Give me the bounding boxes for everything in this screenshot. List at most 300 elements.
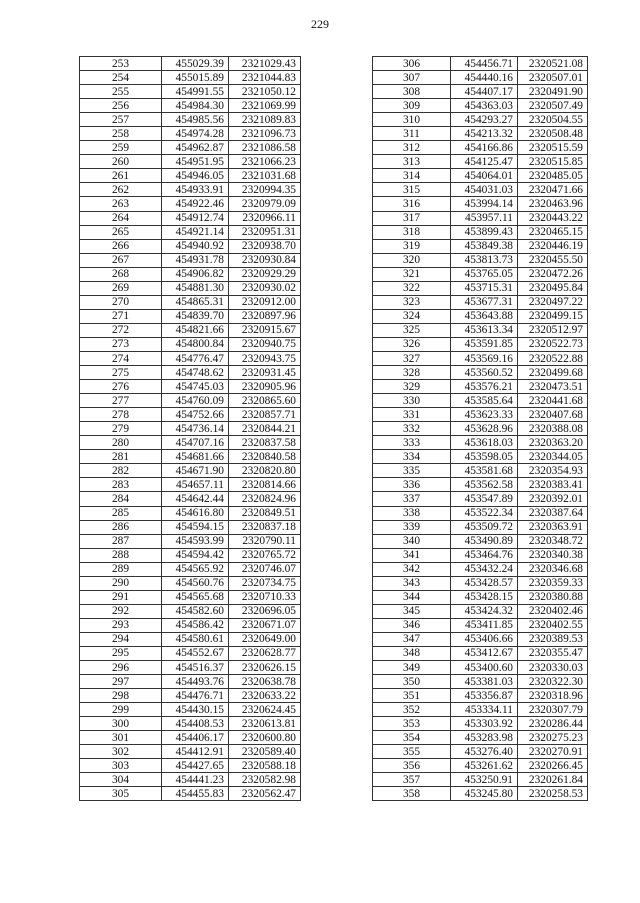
point-number-cell: 285 (80, 506, 162, 520)
y-coordinate-cell: 2320849.51 (229, 506, 301, 520)
table-row (373, 661, 588, 675)
table-row (373, 380, 588, 394)
table-row (80, 295, 301, 309)
y-coordinate-cell: 2320472.26 (518, 267, 588, 281)
x-coordinate-cell: 454940.92 (162, 239, 229, 253)
table-row (373, 99, 588, 113)
table-row (373, 197, 588, 211)
y-coordinate-cell: 2320844.21 (229, 422, 301, 436)
table-row (80, 71, 301, 85)
table-row (80, 506, 301, 520)
x-coordinate-cell: 453334.11 (451, 703, 518, 717)
x-coordinate-cell: 454455.83 (162, 787, 229, 801)
x-coordinate-cell: 453261.62 (451, 759, 518, 773)
x-coordinate-cell: 453562.58 (451, 478, 518, 492)
table-row (80, 239, 301, 253)
table-row (373, 773, 588, 787)
x-coordinate-cell: 454707.16 (162, 436, 229, 450)
table-row (373, 309, 588, 323)
point-number-cell: 259 (80, 141, 162, 155)
x-coordinate-cell: 453522.34 (451, 506, 518, 520)
table-row (80, 99, 301, 113)
x-coordinate-cell: 454064.01 (451, 169, 518, 183)
x-coordinate-cell: 454933.91 (162, 183, 229, 197)
x-coordinate-cell: 453547.89 (451, 492, 518, 506)
table-row (373, 211, 588, 225)
point-number-cell: 293 (80, 618, 162, 632)
table-row (80, 141, 301, 155)
table-row (373, 155, 588, 169)
point-number-cell: 314 (373, 169, 451, 183)
x-coordinate-cell: 454213.32 (451, 127, 518, 141)
point-number-cell: 326 (373, 337, 451, 351)
y-coordinate-cell: 2320355.47 (518, 646, 588, 660)
point-number-cell: 329 (373, 380, 451, 394)
y-coordinate-cell: 2321089.83 (229, 113, 301, 127)
point-number-cell: 263 (80, 197, 162, 211)
y-coordinate-cell: 2320912.00 (229, 295, 301, 309)
y-coordinate-cell: 2320994.35 (229, 183, 301, 197)
table-row (373, 745, 588, 759)
point-number-cell: 357 (373, 773, 451, 787)
table-row (373, 703, 588, 717)
y-coordinate-cell: 2320857.71 (229, 408, 301, 422)
table-row (80, 590, 301, 604)
x-coordinate-cell: 454985.56 (162, 113, 229, 127)
x-coordinate-cell: 453585.64 (451, 394, 518, 408)
x-coordinate-cell: 454912.74 (162, 211, 229, 225)
point-number-cell: 303 (80, 759, 162, 773)
point-number-cell: 264 (80, 211, 162, 225)
point-number-cell: 304 (80, 773, 162, 787)
y-coordinate-cell: 2320266.45 (518, 759, 588, 773)
y-coordinate-cell: 2320354.93 (518, 464, 588, 478)
point-number-cell: 270 (80, 295, 162, 309)
y-coordinate-cell: 2320380.88 (518, 590, 588, 604)
y-coordinate-cell: 2320275.23 (518, 731, 588, 745)
table-row (373, 759, 588, 773)
point-number-cell: 302 (80, 745, 162, 759)
point-number-cell: 298 (80, 689, 162, 703)
table-row (80, 155, 301, 169)
x-coordinate-cell: 453356.87 (451, 689, 518, 703)
point-number-cell: 336 (373, 478, 451, 492)
table-row (80, 464, 301, 478)
y-coordinate-cell: 2320820.80 (229, 464, 301, 478)
x-coordinate-cell: 453569.16 (451, 351, 518, 365)
table-row (80, 787, 301, 801)
point-number-cell: 327 (373, 351, 451, 365)
x-coordinate-cell: 454962.87 (162, 141, 229, 155)
x-coordinate-cell: 454456.71 (451, 57, 518, 71)
point-number-cell: 328 (373, 366, 451, 380)
table-row (373, 366, 588, 380)
table-row (80, 267, 301, 281)
table-row (373, 646, 588, 660)
point-number-cell: 271 (80, 309, 162, 323)
y-coordinate-cell: 2321029.43 (229, 57, 301, 71)
table-row (373, 717, 588, 731)
point-number-cell: 268 (80, 267, 162, 281)
y-coordinate-cell: 2320613.81 (229, 717, 301, 731)
x-coordinate-cell: 454552.67 (162, 646, 229, 660)
point-number-cell: 343 (373, 576, 451, 590)
x-coordinate-cell: 454476.71 (162, 689, 229, 703)
table-row (80, 309, 301, 323)
point-number-cell: 291 (80, 590, 162, 604)
y-coordinate-cell: 2320286.44 (518, 717, 588, 731)
point-number-cell: 338 (373, 506, 451, 520)
point-number-cell: 346 (373, 618, 451, 632)
x-coordinate-cell: 453899.43 (451, 225, 518, 239)
point-number-cell: 355 (373, 745, 451, 759)
x-coordinate-cell: 455029.39 (162, 57, 229, 71)
y-coordinate-cell: 2320348.72 (518, 534, 588, 548)
point-number-cell: 254 (80, 71, 162, 85)
y-coordinate-cell: 2320915.67 (229, 323, 301, 337)
y-coordinate-cell: 2320600.80 (229, 731, 301, 745)
x-coordinate-cell: 453765.05 (451, 267, 518, 281)
x-coordinate-cell: 454671.90 (162, 464, 229, 478)
y-coordinate-cell: 2320465.15 (518, 225, 588, 239)
point-number-cell: 339 (373, 520, 451, 534)
table-row (80, 337, 301, 351)
table-row (373, 478, 588, 492)
point-number-cell: 294 (80, 632, 162, 646)
x-coordinate-cell: 453432.24 (451, 562, 518, 576)
x-coordinate-cell: 454440.16 (451, 71, 518, 85)
table-row (373, 675, 588, 689)
point-number-cell: 331 (373, 408, 451, 422)
x-coordinate-cell: 453813.73 (451, 253, 518, 267)
x-coordinate-cell: 453381.03 (451, 675, 518, 689)
table-row (373, 520, 588, 534)
y-coordinate-cell: 2320628.77 (229, 646, 301, 660)
x-coordinate-cell: 454363.03 (451, 99, 518, 113)
y-coordinate-cell: 2320495.84 (518, 281, 588, 295)
point-number-cell: 273 (80, 337, 162, 351)
point-number-cell: 296 (80, 661, 162, 675)
table-row (80, 520, 301, 534)
point-number-cell: 282 (80, 464, 162, 478)
y-coordinate-cell: 2320649.00 (229, 632, 301, 646)
x-coordinate-cell: 453464.76 (451, 548, 518, 562)
table-row (373, 506, 588, 520)
table-row (373, 436, 588, 450)
point-number-cell: 262 (80, 183, 162, 197)
table-row (80, 492, 301, 506)
y-coordinate-cell: 2320930.02 (229, 281, 301, 295)
table-row (373, 408, 588, 422)
y-coordinate-cell: 2321050.12 (229, 85, 301, 99)
point-number-cell: 297 (80, 675, 162, 689)
y-coordinate-cell: 2320931.45 (229, 366, 301, 380)
x-coordinate-cell: 453250.91 (451, 773, 518, 787)
y-coordinate-cell: 2320441.68 (518, 394, 588, 408)
x-coordinate-cell: 453591.85 (451, 337, 518, 351)
y-coordinate-cell: 2320765.72 (229, 548, 301, 562)
y-coordinate-cell: 2320363.91 (518, 520, 588, 534)
y-coordinate-cell: 2320929.29 (229, 267, 301, 281)
point-number-cell: 334 (373, 450, 451, 464)
y-coordinate-cell: 2320463.96 (518, 197, 588, 211)
table-row (373, 323, 588, 337)
x-coordinate-cell: 453576.21 (451, 380, 518, 394)
y-coordinate-cell: 2320497.22 (518, 295, 588, 309)
table-row (373, 689, 588, 703)
table-row (80, 576, 301, 590)
y-coordinate-cell: 2320392.01 (518, 492, 588, 506)
table-row (80, 183, 301, 197)
y-coordinate-cell: 2320389.53 (518, 632, 588, 646)
table-row (373, 169, 588, 183)
coordinates-table-right (372, 56, 588, 801)
x-coordinate-cell: 454881.30 (162, 281, 229, 295)
x-coordinate-cell: 453715.31 (451, 281, 518, 295)
y-coordinate-cell: 2320407.68 (518, 408, 588, 422)
table-row (373, 337, 588, 351)
x-coordinate-cell: 453598.05 (451, 450, 518, 464)
y-coordinate-cell: 2320443.22 (518, 211, 588, 225)
table-row (80, 85, 301, 99)
y-coordinate-cell: 2320258.53 (518, 787, 588, 801)
y-coordinate-cell: 2320626.15 (229, 661, 301, 675)
point-number-cell: 349 (373, 661, 451, 675)
y-coordinate-cell: 2320402.46 (518, 604, 588, 618)
y-coordinate-cell: 2320943.75 (229, 351, 301, 365)
y-coordinate-cell: 2320512.97 (518, 323, 588, 337)
point-number-cell: 286 (80, 520, 162, 534)
point-number-cell: 274 (80, 351, 162, 365)
table-row (80, 436, 301, 450)
x-coordinate-cell: 454582.60 (162, 604, 229, 618)
point-number-cell: 261 (80, 169, 162, 183)
x-coordinate-cell: 454594.42 (162, 548, 229, 562)
table-row (80, 618, 301, 632)
x-coordinate-cell: 453994.14 (451, 197, 518, 211)
y-coordinate-cell: 2320638.78 (229, 675, 301, 689)
x-coordinate-cell: 453581.68 (451, 464, 518, 478)
y-coordinate-cell: 2321096.73 (229, 127, 301, 141)
point-number-cell: 313 (373, 155, 451, 169)
table-row (80, 351, 301, 365)
point-number-cell: 354 (373, 731, 451, 745)
y-coordinate-cell: 2320446.19 (518, 239, 588, 253)
y-coordinate-cell: 2320330.03 (518, 661, 588, 675)
table-row (80, 478, 301, 492)
y-coordinate-cell: 2320814.66 (229, 478, 301, 492)
table-row (373, 71, 588, 85)
y-coordinate-cell: 2320402.55 (518, 618, 588, 632)
table-row (373, 492, 588, 506)
y-coordinate-cell: 2320840.58 (229, 450, 301, 464)
y-coordinate-cell: 2320938.70 (229, 239, 301, 253)
x-coordinate-cell: 454412.91 (162, 745, 229, 759)
y-coordinate-cell: 2320746.07 (229, 562, 301, 576)
table-row (80, 562, 301, 576)
x-coordinate-cell: 453849.38 (451, 239, 518, 253)
point-number-cell: 344 (373, 590, 451, 604)
table-row (373, 562, 588, 576)
x-coordinate-cell: 454441.23 (162, 773, 229, 787)
table-row (373, 464, 588, 478)
table-row (373, 534, 588, 548)
point-number-cell: 289 (80, 562, 162, 576)
table-row (373, 239, 588, 253)
table-row (373, 85, 588, 99)
x-coordinate-cell: 454125.47 (451, 155, 518, 169)
y-coordinate-cell: 2320515.59 (518, 141, 588, 155)
point-number-cell: 287 (80, 534, 162, 548)
point-number-cell: 318 (373, 225, 451, 239)
point-number-cell: 308 (373, 85, 451, 99)
table-row (373, 127, 588, 141)
point-number-cell: 356 (373, 759, 451, 773)
y-coordinate-cell: 2320359.33 (518, 576, 588, 590)
x-coordinate-cell: 453957.11 (451, 211, 518, 225)
y-coordinate-cell: 2321086.58 (229, 141, 301, 155)
table-row (80, 197, 301, 211)
table-row (373, 618, 588, 632)
x-coordinate-cell: 454560.76 (162, 576, 229, 590)
y-coordinate-cell: 2320485.05 (518, 169, 588, 183)
y-coordinate-cell: 2320318.96 (518, 689, 588, 703)
point-number-cell: 299 (80, 703, 162, 717)
table-row (373, 604, 588, 618)
y-coordinate-cell: 2320471.66 (518, 183, 588, 197)
point-number-cell: 307 (373, 71, 451, 85)
x-coordinate-cell: 453428.57 (451, 576, 518, 590)
table-row (373, 422, 588, 436)
x-coordinate-cell: 453560.52 (451, 366, 518, 380)
point-number-cell: 350 (373, 675, 451, 689)
point-number-cell: 321 (373, 267, 451, 281)
table-row (80, 408, 301, 422)
point-number-cell: 337 (373, 492, 451, 506)
table-row (80, 745, 301, 759)
x-coordinate-cell: 454580.61 (162, 632, 229, 646)
point-number-cell: 345 (373, 604, 451, 618)
point-number-cell: 315 (373, 183, 451, 197)
point-number-cell: 333 (373, 436, 451, 450)
y-coordinate-cell: 2320865.60 (229, 394, 301, 408)
table-row (373, 394, 588, 408)
x-coordinate-cell: 454931.78 (162, 253, 229, 267)
table-row (80, 689, 301, 703)
y-coordinate-cell: 2320346.68 (518, 562, 588, 576)
table-row (373, 225, 588, 239)
y-coordinate-cell: 2320837.58 (229, 436, 301, 450)
x-coordinate-cell: 454800.84 (162, 337, 229, 351)
y-coordinate-cell: 2320633.22 (229, 689, 301, 703)
point-number-cell: 258 (80, 127, 162, 141)
point-number-cell: 255 (80, 85, 162, 99)
x-coordinate-cell: 453411.85 (451, 618, 518, 632)
table-row (80, 57, 301, 71)
table-row (80, 323, 301, 337)
table-row (80, 548, 301, 562)
point-number-cell: 323 (373, 295, 451, 309)
point-number-cell: 284 (80, 492, 162, 506)
y-coordinate-cell: 2320824.96 (229, 492, 301, 506)
table-row (373, 113, 588, 127)
x-coordinate-cell: 454565.68 (162, 590, 229, 604)
x-coordinate-cell: 453424.32 (451, 604, 518, 618)
y-coordinate-cell: 2321031.68 (229, 169, 301, 183)
table-row (373, 450, 588, 464)
point-number-cell: 312 (373, 141, 451, 155)
x-coordinate-cell: 453412.67 (451, 646, 518, 660)
x-coordinate-cell: 454974.28 (162, 127, 229, 141)
x-coordinate-cell: 454760.09 (162, 394, 229, 408)
coordinates-table-left (79, 56, 301, 801)
table-row (80, 422, 301, 436)
y-coordinate-cell: 2320499.15 (518, 309, 588, 323)
point-number-cell: 253 (80, 57, 162, 71)
table-row (373, 731, 588, 745)
table-row (80, 773, 301, 787)
x-coordinate-cell: 453623.33 (451, 408, 518, 422)
table-row (80, 675, 301, 689)
table-row (373, 295, 588, 309)
table-row (80, 394, 301, 408)
point-number-cell: 317 (373, 211, 451, 225)
x-coordinate-cell: 453406.66 (451, 632, 518, 646)
table-row (373, 351, 588, 365)
y-coordinate-cell: 2320363.20 (518, 436, 588, 450)
point-number-cell: 332 (373, 422, 451, 436)
point-number-cell: 341 (373, 548, 451, 562)
table-row (373, 281, 588, 295)
x-coordinate-cell: 453643.88 (451, 309, 518, 323)
y-coordinate-cell: 2320270.91 (518, 745, 588, 759)
point-number-cell: 320 (373, 253, 451, 267)
point-number-cell: 322 (373, 281, 451, 295)
table-row (80, 225, 301, 239)
table-row (80, 604, 301, 618)
table-row (80, 632, 301, 646)
x-coordinate-cell: 453628.96 (451, 422, 518, 436)
point-number-cell: 265 (80, 225, 162, 239)
y-coordinate-cell: 2320344.05 (518, 450, 588, 464)
point-number-cell: 316 (373, 197, 451, 211)
x-coordinate-cell: 453618.03 (451, 436, 518, 450)
y-coordinate-cell: 2320966.11 (229, 211, 301, 225)
y-coordinate-cell: 2320562.47 (229, 787, 301, 801)
point-number-cell: 281 (80, 450, 162, 464)
x-coordinate-cell: 454821.66 (162, 323, 229, 337)
table-row (373, 632, 588, 646)
x-coordinate-cell: 453303.92 (451, 717, 518, 731)
x-coordinate-cell: 454745.03 (162, 380, 229, 394)
point-number-cell: 305 (80, 787, 162, 801)
y-coordinate-cell: 2320499.68 (518, 366, 588, 380)
x-coordinate-cell: 453283.98 (451, 731, 518, 745)
x-coordinate-cell: 453428.15 (451, 590, 518, 604)
y-coordinate-cell: 2320507.01 (518, 71, 588, 85)
point-number-cell: 290 (80, 576, 162, 590)
x-coordinate-cell: 454616.80 (162, 506, 229, 520)
x-coordinate-cell: 454991.55 (162, 85, 229, 99)
table-row (80, 759, 301, 773)
y-coordinate-cell: 2320340.38 (518, 548, 588, 562)
x-coordinate-cell: 454565.92 (162, 562, 229, 576)
x-coordinate-cell: 454839.70 (162, 309, 229, 323)
table-row (373, 141, 588, 155)
point-number-cell: 335 (373, 464, 451, 478)
table-row (80, 703, 301, 717)
point-number-cell: 283 (80, 478, 162, 492)
